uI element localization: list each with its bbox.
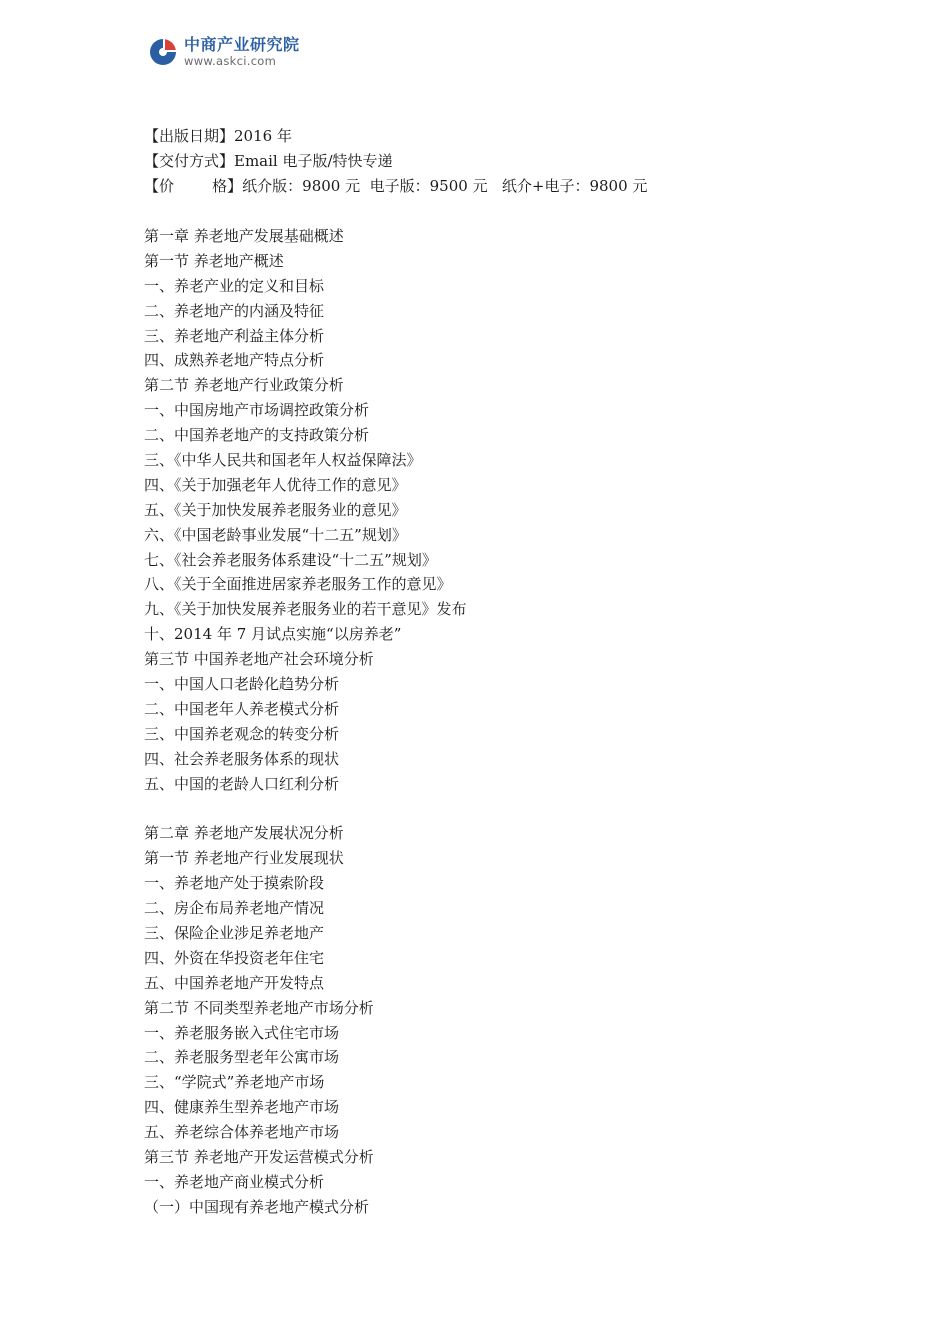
toc-item: 一、中国人口老龄化趋势分析 <box>144 675 340 694</box>
toc-item: 四、成熟养老地产特点分析 <box>144 351 325 370</box>
toc-item: 五、中国养老地产开发特点 <box>144 973 325 992</box>
delivery-method: 【交付方式】Email 电子版/特快专递 <box>144 152 393 170</box>
toc-item: 第一节 养老地产行业发展现状 <box>144 849 344 868</box>
toc-item: 三、中国养老观念的转变分析 <box>144 724 340 743</box>
toc-item: 三、“学院式”养老地产市场 <box>144 1073 325 1092</box>
logo-title: 中商产业研究院 <box>184 34 300 54</box>
toc-item: （一）中国现有养老地产模式分析 <box>144 1197 370 1216</box>
toc-item: 三、养老地产利益主体分析 <box>144 326 325 345</box>
toc-item: 一、养老服务嵌入式住宅市场 <box>144 1023 340 1042</box>
price: 【价 格】纸介版：9800 元 电子版：9500 元 纸介+电子：9800 元 <box>144 177 648 195</box>
toc-item: 一、中国房地产市场调控政策分析 <box>144 401 370 420</box>
toc-item: 第三节 中国养老地产社会环境分析 <box>144 650 374 669</box>
company-logo <box>148 33 300 71</box>
chapter-spacer <box>144 796 467 821</box>
toc-item: 一、养老地产商业模式分析 <box>144 1172 325 1191</box>
toc-item: 四、外资在华投资老年住宅 <box>144 948 325 967</box>
toc-item: 八、《关于全面推进居家养老服务工作的意见》 <box>144 575 452 594</box>
toc-item: 一、养老产业的定义和目标 <box>144 276 325 295</box>
table-of-contents <box>144 224 467 1220</box>
publish-date: 【出版日期】2016 年 <box>144 127 292 145</box>
toc-item: 二、中国老年人养老模式分析 <box>144 699 340 718</box>
toc-item: 一、养老地产处于摸索阶段 <box>144 874 325 893</box>
toc-item: 四、健康养生型养老地产市场 <box>144 1098 340 1117</box>
toc-item: 四、社会养老服务体系的现状 <box>144 749 340 768</box>
toc-item: 二、养老服务型老年公寓市场 <box>144 1048 340 1067</box>
toc-item: 五、养老综合体养老地产市场 <box>144 1123 340 1142</box>
chapter-2-items <box>144 846 467 1219</box>
toc-item: 四、《关于加强老年人优待工作的意见》 <box>144 475 407 494</box>
logo-emblem-icon <box>148 37 178 67</box>
toc-item: 五、《关于加快发展养老服务业的意见》 <box>144 500 407 519</box>
report-meta <box>144 124 647 199</box>
toc-item: 十、2014 年 7 月试点实施“以房养老” <box>144 625 402 644</box>
toc-item: 第一节 养老地产概述 <box>144 251 284 270</box>
toc-item: 第二节 不同类型养老地产市场分析 <box>144 998 374 1017</box>
toc-item: 五、中国的老龄人口红利分析 <box>144 774 340 793</box>
toc-item: 九、《关于加快发展养老服务业的若干意见》发布 <box>144 600 467 619</box>
chapter-title: 第二章 养老地产发展状况分析 <box>144 824 344 843</box>
logo-url: www.askci.com <box>184 53 277 68</box>
toc-item: 三、保险企业涉足养老地产 <box>144 923 325 942</box>
toc-item: 第三节 养老地产开发运营模式分析 <box>144 1147 374 1166</box>
chapter-title: 第一章 养老地产发展基础概述 <box>144 227 344 245</box>
toc-item: 六、《中国老龄事业发展“十二五”规划》 <box>144 525 407 544</box>
toc-item: 第二节 养老地产行业政策分析 <box>144 376 344 395</box>
toc-item: 二、房企布局养老地产情况 <box>144 899 325 918</box>
toc-item: 二、中国养老地产的支持政策分析 <box>144 426 370 445</box>
toc-item: 三、《中华人民共和国老年人权益保障法》 <box>144 451 422 470</box>
chapter-1-items <box>144 249 467 797</box>
toc-item: 七、《社会养老服务体系建设“十二五”规划》 <box>144 550 437 569</box>
toc-item: 二、养老地产的内涵及特征 <box>144 301 325 320</box>
